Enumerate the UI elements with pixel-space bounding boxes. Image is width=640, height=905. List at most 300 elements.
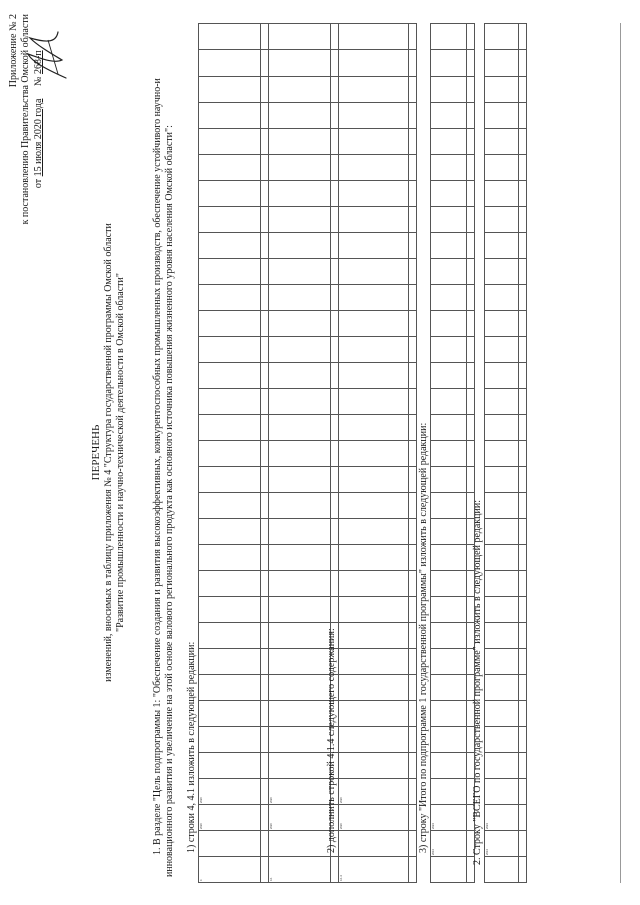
table-cell — [467, 180, 475, 206]
table-cell — [431, 76, 467, 102]
table-cell — [269, 570, 331, 596]
table-cell — [261, 596, 269, 622]
table-cell — [485, 622, 519, 648]
table-cell — [409, 414, 417, 440]
table-cell — [409, 466, 417, 492]
table-cell — [519, 258, 527, 284]
table-cell — [485, 752, 519, 778]
item-3: 3) строку "Итого по подпрограмме 1 государственной программы" изложить в следующей редакции: — [418, 422, 429, 853]
table-cell — [261, 102, 269, 128]
table-cell — [269, 440, 331, 466]
table-cell — [467, 440, 475, 466]
table-cell — [467, 362, 475, 388]
table-cell — [409, 388, 417, 414]
table-cell — [519, 440, 527, 466]
table-cell — [199, 726, 261, 752]
table-cell — [431, 856, 467, 882]
table-cell — [269, 102, 331, 128]
table-cell — [431, 752, 467, 778]
table-cell — [339, 518, 409, 544]
table-cell — [339, 700, 409, 726]
table-cell — [519, 700, 527, 726]
paragraph-1: 1. В разделе "Цель подпрограммы 1: "Обеспечение создания и развития высокоэффективных, конкурентоспособных промышленных производств, обеспечение устойчивого научно-и инновационного развития и увеличение на этой основе валового регионального продукта как основного источника повышения жизненного уровня населения Омской области": — [152, 78, 175, 877]
table-subprogram-total — [430, 23, 475, 883]
table-cell — [199, 180, 261, 206]
table-cell — [519, 518, 527, 544]
table-cell — [199, 206, 261, 232]
table-cell — [485, 258, 519, 284]
table-cell — [269, 76, 331, 102]
table-cell — [339, 50, 409, 76]
table-cell — [269, 388, 331, 414]
table-cell — [485, 492, 519, 518]
table-cell — [431, 388, 467, 414]
table-cell — [431, 128, 467, 154]
table-cell — [485, 570, 519, 596]
table-row — [269, 24, 331, 883]
table-cell — [339, 622, 409, 648]
table-cell — [261, 206, 269, 232]
table-cell — [467, 128, 475, 154]
table-cell — [199, 128, 261, 154]
table-cell — [261, 24, 269, 51]
table-cell — [485, 544, 519, 570]
table-cell — [199, 700, 261, 726]
table-cell: 2020 — [339, 804, 409, 830]
table-rows-4-4-1 — [198, 23, 339, 883]
table-cell — [269, 258, 331, 284]
table-cell — [261, 466, 269, 492]
table-cell — [261, 180, 269, 206]
table-cell — [199, 752, 261, 778]
table-cell — [409, 102, 417, 128]
table-cell — [519, 414, 527, 440]
table-cell — [409, 440, 417, 466]
table-cell — [467, 414, 475, 440]
title-heading: ПЕРЕЧЕНЬ — [90, 424, 102, 481]
table-cell — [339, 596, 409, 622]
table-cell — [339, 310, 409, 336]
table-cell: 2020 — [199, 778, 261, 804]
table-cell — [261, 674, 269, 700]
table-cell — [261, 544, 269, 570]
table-row — [339, 24, 409, 883]
handwritten-signature — [18, 24, 78, 84]
table-cell — [467, 284, 475, 310]
table-cell: 2014 — [485, 830, 519, 856]
table-cell — [199, 830, 261, 856]
table-cell — [261, 700, 269, 726]
table-cell — [519, 388, 527, 414]
table-cell — [485, 778, 519, 804]
table-cell — [485, 336, 519, 362]
table-cell: 2020 — [269, 804, 331, 830]
table-row — [431, 24, 467, 883]
table-cell — [431, 518, 467, 544]
table-cell — [485, 284, 519, 310]
table-cell — [467, 466, 475, 492]
table-cell — [339, 154, 409, 180]
table-cell — [409, 700, 417, 726]
table-cell — [519, 622, 527, 648]
table-cell — [261, 50, 269, 76]
table-cell — [431, 362, 467, 388]
table-cell — [409, 258, 417, 284]
table-cell — [485, 674, 519, 700]
table-cell — [485, 24, 519, 51]
table-cell — [431, 726, 467, 752]
table-cell — [261, 648, 269, 674]
bottom-rule — [620, 23, 621, 883]
table-cell — [339, 752, 409, 778]
table-cell — [467, 102, 475, 128]
table-cell — [519, 648, 527, 674]
table-cell — [485, 648, 519, 674]
table-program-total — [484, 23, 527, 883]
table-cell — [519, 102, 527, 128]
table-cell — [269, 648, 331, 674]
table-cell — [269, 154, 331, 180]
table-cell — [269, 466, 331, 492]
table-cell — [409, 778, 417, 804]
table-cell — [485, 362, 519, 388]
table-cell — [261, 232, 269, 258]
table-cell: 4.1 — [269, 856, 331, 882]
table-cell: 2020 — [269, 778, 331, 804]
table-cell — [467, 336, 475, 362]
table-cell — [519, 778, 527, 804]
table-cell — [339, 492, 409, 518]
table-cell — [261, 154, 269, 180]
table-cell — [431, 232, 467, 258]
table-cell — [519, 24, 527, 51]
table-cell — [199, 440, 261, 466]
table-cell — [519, 336, 527, 362]
table-cell — [339, 414, 409, 440]
table-cell — [339, 544, 409, 570]
appendix-number: Приложение № 2 — [8, 14, 19, 88]
table-cell — [199, 570, 261, 596]
table-cell — [261, 284, 269, 310]
table-cell — [261, 128, 269, 154]
table-cell — [409, 206, 417, 232]
table-cell — [261, 752, 269, 778]
table-cell — [339, 830, 409, 856]
table-cell — [485, 440, 519, 466]
table-cell — [485, 700, 519, 726]
table-cell — [199, 154, 261, 180]
table-cell — [409, 726, 417, 752]
table-cell — [485, 206, 519, 232]
table-cell — [431, 778, 467, 804]
table-cell — [409, 830, 417, 856]
table-cell — [485, 50, 519, 76]
table-cell — [485, 154, 519, 180]
table-cell: 4.1.4 — [339, 856, 409, 882]
table-cell — [269, 544, 331, 570]
table-cell — [519, 128, 527, 154]
table-cell — [269, 492, 331, 518]
table-cell — [409, 128, 417, 154]
table-cell — [431, 336, 467, 362]
table-row-4-1-4 — [338, 23, 417, 883]
title-line-1: изменений, вносимых в таблицу приложения № 4 "Структура государственной программы Омской области — [103, 223, 114, 682]
table-cell — [485, 180, 519, 206]
table-cell — [431, 414, 467, 440]
table-cell — [199, 388, 261, 414]
table-cell — [409, 362, 417, 388]
table-cell — [467, 206, 475, 232]
table-cell — [269, 414, 331, 440]
table-cell — [409, 232, 417, 258]
table-cell — [199, 76, 261, 102]
table-cell — [431, 700, 467, 726]
table-cell — [519, 674, 527, 700]
table-cell — [519, 570, 527, 596]
table-cell — [261, 570, 269, 596]
table-cell — [339, 206, 409, 232]
table-cell — [431, 258, 467, 284]
table-row — [519, 24, 527, 883]
table-cell — [485, 414, 519, 440]
table-cell — [261, 804, 269, 830]
table-cell — [269, 674, 331, 700]
table-cell — [409, 180, 417, 206]
table-cell — [519, 544, 527, 570]
table-cell — [199, 674, 261, 700]
table-cell — [519, 206, 527, 232]
resolution-reference: к постановлению Правительства Омской области — [20, 14, 31, 225]
table-cell — [261, 518, 269, 544]
table-cell — [339, 726, 409, 752]
table-cell — [261, 76, 269, 102]
table-cell — [431, 622, 467, 648]
table-cell — [409, 50, 417, 76]
table-cell — [199, 544, 261, 570]
table-cell — [269, 284, 331, 310]
table-cell — [199, 284, 261, 310]
table-cell — [339, 258, 409, 284]
table-cell — [409, 856, 417, 882]
table-row — [199, 24, 261, 883]
table-cell — [467, 232, 475, 258]
table-cell — [431, 284, 467, 310]
table-cell — [431, 24, 467, 51]
table-cell — [269, 726, 331, 752]
table-cell — [409, 804, 417, 830]
table-cell — [467, 310, 475, 336]
table-cell — [269, 700, 331, 726]
table-cell — [485, 232, 519, 258]
table-cell — [467, 258, 475, 284]
table-cell — [467, 76, 475, 102]
table-row — [409, 24, 417, 883]
table-cell — [431, 570, 467, 596]
table-cell — [339, 648, 409, 674]
table-cell — [519, 856, 527, 882]
table-cell — [269, 24, 331, 51]
table-cell — [261, 414, 269, 440]
table-cell — [199, 336, 261, 362]
table-cell — [199, 622, 261, 648]
table-cell — [431, 674, 467, 700]
table-cell — [339, 674, 409, 700]
table-cell — [269, 232, 331, 258]
item-2: 2) дополнить строкой 4.1.4 следующего содержания: — [326, 628, 337, 853]
table-cell — [431, 440, 467, 466]
table-cell — [431, 154, 467, 180]
table-cell — [431, 544, 467, 570]
table-cell — [339, 570, 409, 596]
table-cell — [339, 284, 409, 310]
table-row — [261, 24, 269, 883]
table-cell — [199, 466, 261, 492]
table-cell — [261, 310, 269, 336]
table-cell — [485, 596, 519, 622]
table-cell — [409, 154, 417, 180]
table-cell — [485, 726, 519, 752]
table-cell: 2020 — [339, 778, 409, 804]
table-cell — [519, 50, 527, 76]
item-4: 2. Строку "ВСЕГО по государственной программе" изложить в следующей редакции: — [472, 500, 483, 865]
table-cell — [431, 596, 467, 622]
table-cell — [269, 752, 331, 778]
table-cell — [431, 206, 467, 232]
table-cell — [199, 596, 261, 622]
table-cell — [485, 388, 519, 414]
table-cell — [261, 830, 269, 856]
table-cell — [519, 752, 527, 778]
table-cell — [467, 50, 475, 76]
table-cell: 2024 — [431, 804, 467, 830]
table-cell — [431, 50, 467, 76]
table-cell — [199, 414, 261, 440]
table-cell — [409, 284, 417, 310]
table-cell — [431, 466, 467, 492]
table-cell — [519, 362, 527, 388]
table-cell — [409, 674, 417, 700]
table-cell — [519, 76, 527, 102]
table-cell — [431, 648, 467, 674]
table-cell — [339, 24, 409, 51]
table-cell — [431, 102, 467, 128]
table-cell — [409, 336, 417, 362]
table-cell — [519, 492, 527, 518]
table-cell — [269, 518, 331, 544]
table-cell — [339, 128, 409, 154]
table-row — [485, 24, 519, 883]
table-cell — [199, 50, 261, 76]
table-cell — [485, 856, 519, 882]
table-cell — [485, 102, 519, 128]
table-cell — [261, 778, 269, 804]
table-cell — [199, 24, 261, 51]
resolution-date-line: от 15 июля 2020 года № 268-п — [33, 50, 44, 189]
table-cell — [261, 622, 269, 648]
item-1: 1) строки 4, 4.1 изложить в следующей редакции: — [186, 641, 197, 853]
table-cell — [261, 388, 269, 414]
table-cell — [269, 362, 331, 388]
table-cell — [519, 180, 527, 206]
table-cell: 2014 — [431, 830, 467, 856]
table-cell — [261, 726, 269, 752]
table-cell — [269, 206, 331, 232]
table-cell — [199, 258, 261, 284]
table-cell — [269, 180, 331, 206]
table-cell — [409, 596, 417, 622]
table-cell — [485, 76, 519, 102]
resolution-number: 268-п — [33, 50, 44, 75]
table-cell — [409, 24, 417, 51]
table-cell — [199, 648, 261, 674]
table-cell — [519, 466, 527, 492]
table-cell — [199, 310, 261, 336]
table-cell — [339, 388, 409, 414]
table-cell — [519, 804, 527, 830]
document-title — [90, 40, 127, 865]
table-cell: 4 — [199, 856, 261, 882]
table-cell — [485, 310, 519, 336]
table-cell — [269, 50, 331, 76]
table-cell — [431, 310, 467, 336]
table-cell — [467, 154, 475, 180]
table-cell — [409, 622, 417, 648]
table-cell — [485, 128, 519, 154]
table-cell — [269, 336, 331, 362]
table-cell — [261, 856, 269, 882]
table-cell — [339, 76, 409, 102]
table-cell — [261, 440, 269, 466]
table-cell — [519, 830, 527, 856]
table-cell — [269, 830, 331, 856]
table-cell — [409, 544, 417, 570]
table-cell — [409, 518, 417, 544]
table-cell — [519, 310, 527, 336]
table-cell — [519, 596, 527, 622]
table-cell — [269, 128, 331, 154]
table-cell — [261, 492, 269, 518]
table-cell — [339, 336, 409, 362]
table-cell: 2020 — [199, 804, 261, 830]
table-cell — [339, 466, 409, 492]
table-cell — [339, 180, 409, 206]
table-cell — [261, 362, 269, 388]
resolution-date: 15 июля 2020 года — [33, 98, 44, 177]
table-cell — [431, 180, 467, 206]
table-cell — [199, 232, 261, 258]
table-cell — [409, 752, 417, 778]
table-cell — [409, 310, 417, 336]
table-cell — [261, 258, 269, 284]
table-cell — [409, 570, 417, 596]
table-cell — [269, 310, 331, 336]
table-cell — [409, 648, 417, 674]
title-line-2: "Развитие промышленности и научно-технической деятельности в Омской области" — [115, 273, 126, 632]
table-cell — [485, 466, 519, 492]
table-cell — [199, 362, 261, 388]
table-cell — [269, 596, 331, 622]
table-cell — [199, 102, 261, 128]
table-cell — [339, 362, 409, 388]
table-cell — [199, 518, 261, 544]
table-cell — [467, 388, 475, 414]
table-cell — [339, 102, 409, 128]
table-cell — [519, 232, 527, 258]
table-cell — [519, 284, 527, 310]
table-cell — [409, 76, 417, 102]
table-cell — [339, 232, 409, 258]
table-cell — [485, 518, 519, 544]
